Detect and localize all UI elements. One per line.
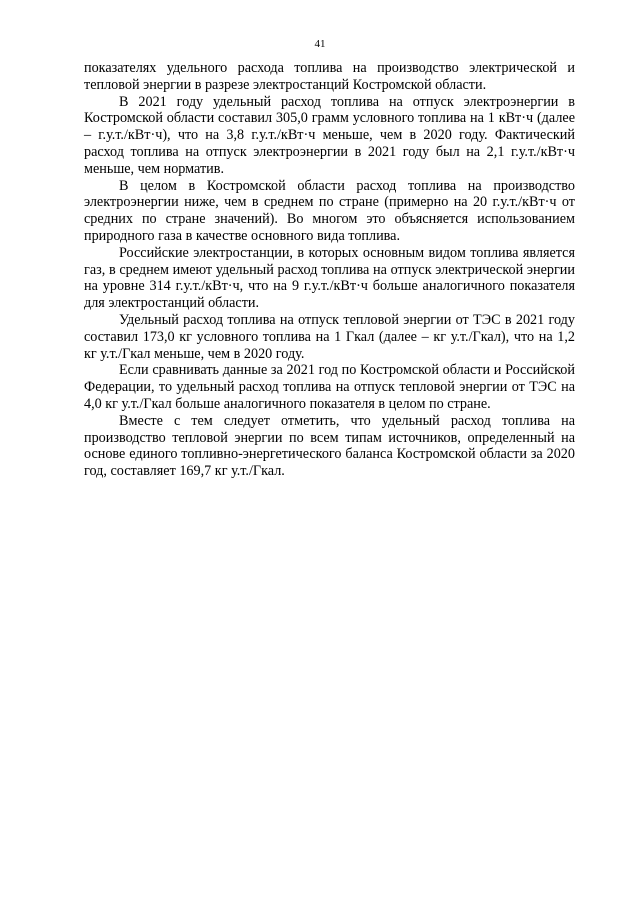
paragraph-electricity-consumption-2021: В 2021 году удельный расход топлива на отпуск электроэнергии в Костромской области составил 305,0 грамм условного топлива на 1 кВт·ч (далее – г.у.т./кВт·ч), что на 3,8 г.у.т./кВт·ч меньше, чем в 2020 году. Фактический расход топлива на отпуск электроэнергии в 2021 году был на 2,1 г.у.т./кВт·ч меньше, чем норматив. [84,93,575,177]
paragraph-russian-gas-plants: Российские электростанции, в которых основным видом топлива является газ, в среднем имеют удельный расход топлива на отпуск электрической энергии на уровне 314 г.у.т./кВт·ч, что на 9 г.у.т./кВт·ч больше аналогичного показателя для электростанций области. [84,244,575,312]
paragraph-continuation: показателях удельного расхода топлива на производство электрической и тепловой энергии в разрезе электростанций Костромской области. [84,60,575,93]
paragraph-heat-all-sources: Вместе с тем следует отметить, что удельный расход топлива на производство тепловой энергии по всем типам источников, определенный на основе единого топливно-энергетического баланса Костромской области за 2020 год, составляет 169,7 кг у.т./Гкал. [84,412,575,480]
paragraph-heat-federal-comparison: Если сравнивать данные за 2021 год по Костромской области и Российской Федерации, то удельный расход топлива на отпуск тепловой энергии от ТЭС на 4,0 кг у.т./Гкал больше аналогичного показателя в целом по стране. [84,362,575,412]
page-number: 41 [314,38,326,50]
paragraph-heat-consumption-2021: Удельный расход топлива на отпуск тепловой энергии от ТЭС в 2021 году составил 173,0 кг условного топлива на 1 Гкал (далее – кг у.т./Гкал), что на 1,2 кг у.т./Гкал меньше, чем в 2020 году. [84,311,575,362]
document-body [84,60,575,480]
paragraph-regional-comparison: В целом в Костромской области расход топлива на производство электроэнергии ниже, чем в среднем по стране (примерно на 20 г.у.т./кВт·ч от средних по стране значений). Во многом это объясняется использованием природного газа в качестве основного вида топлива. [84,177,575,244]
